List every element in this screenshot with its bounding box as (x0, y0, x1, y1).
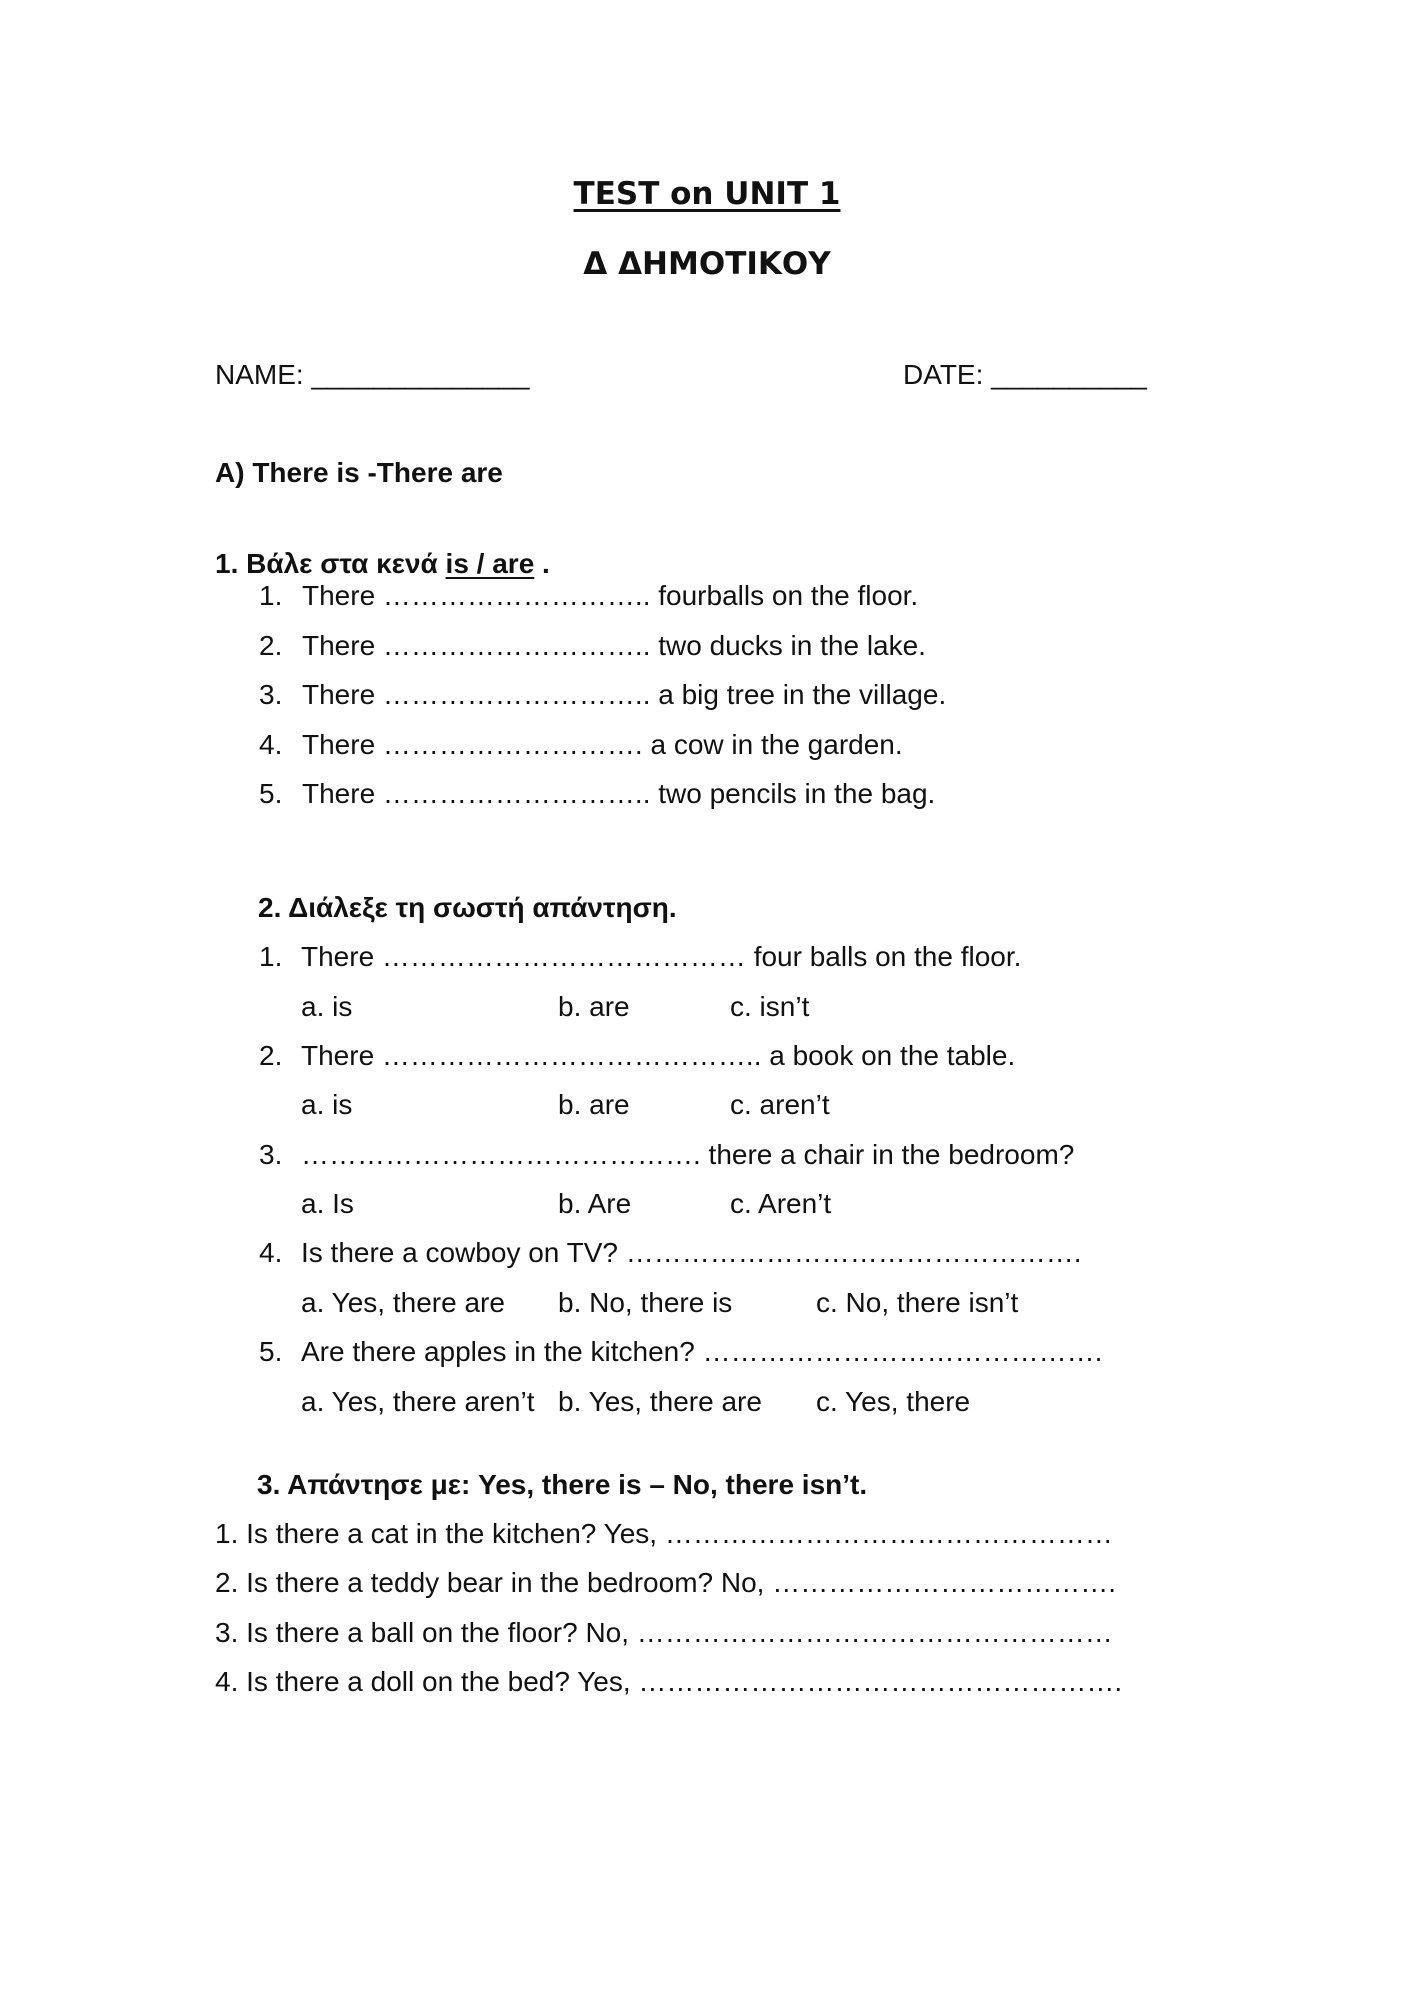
ex1-item-text: There ……………………….. two ducks in the lake. (302, 630, 926, 661)
ex1-item-text: There ……………………….. two pencils in the bag. (302, 778, 936, 809)
ex3-item: 4. Is there a doll on the bed? Yes, ……………………………………………. (215, 1666, 1123, 1697)
ex2-option-c: c. isn’t (730, 991, 810, 1022)
instruction-text: 1. Βάλε στα κενά (215, 548, 446, 579)
page-subtitle: Δ ΔΗΜΟΤΙΚΟΥ (583, 246, 831, 282)
ex2-option-b: b. are (558, 1089, 630, 1120)
ex1-item-text: There ………………………. a cow in the garden. (302, 729, 903, 760)
ex3-item: 3. Is there a ball on the floor? No, …………………………………………… (215, 1617, 1113, 1648)
ex1-item-num: 4. (259, 729, 283, 760)
ex2-option-c: c. Yes, there (816, 1386, 971, 1417)
ex1-item-text: There ……………………….. fourballs on the floor. (302, 580, 919, 611)
exercise-2-instruction: 2. Διάλεξε τη σωστή απάντηση. (258, 892, 677, 923)
ex2-option-c: c. No, there isn’t (816, 1287, 1019, 1318)
date-field: DATE: __________ (903, 359, 1147, 390)
ex2-item-text: ……………………………………. there a chair in the bedroom? (301, 1139, 1075, 1170)
ex3-item: 2. Is there a teddy bear in the bedroom? No, ………………………………. (215, 1567, 1117, 1598)
ex2-item-text: There ………………………………….. a book on the table. (301, 1040, 1016, 1071)
name-field: NAME: ______________ (215, 359, 530, 390)
ex2-item-num: 1. (259, 941, 283, 972)
ex2-option-b: b. Yes, there are (558, 1386, 762, 1417)
ex2-option-b: b. are (558, 991, 630, 1022)
ex1-item-num: 1. (259, 580, 283, 611)
ex2-option-b: b. Are (558, 1188, 632, 1219)
ex2-option-a: a. Yes, there aren’t (301, 1386, 535, 1417)
instruction-suffix: . (534, 548, 550, 579)
exercise-3-instruction: 3. Απάντησε με: Yes, there is – No, there isn’t. (257, 1469, 868, 1500)
ex2-item-num: 2. (259, 1040, 283, 1071)
ex2-option-c: c. aren’t (730, 1089, 830, 1120)
ex2-item-text: There ………………………………… four balls on the floor. (301, 941, 1022, 972)
ex1-item-num: 2. (259, 630, 283, 661)
ex1-item-num: 3. (259, 679, 283, 710)
ex3-item: 1. Is there a cat in the kitchen? Yes, ………………………………………… (215, 1518, 1113, 1549)
ex2-option-a: a. is (301, 1089, 353, 1120)
ex2-option-a: a. Is (301, 1188, 354, 1219)
instruction-keyword: is / are (445, 548, 535, 579)
ex1-item-num: 5. (259, 778, 283, 809)
ex2-item-num: 3. (259, 1139, 283, 1170)
ex2-option-a: a. Yes, there are (301, 1287, 505, 1318)
ex2-option-c: c. Aren’t (730, 1188, 832, 1219)
exercise-1-instruction (215, 547, 550, 581)
page-title: TEST on UNIT 1 (573, 176, 841, 212)
ex2-item-text: Are there apples in the kitchen? ……………………………………. (301, 1336, 1103, 1367)
ex2-option-a: a. is (301, 991, 353, 1022)
ex2-item-num: 5. (259, 1336, 283, 1367)
ex2-item-text: Is there a cowboy on TV? …………………………………………. (301, 1237, 1082, 1268)
ex2-option-b: b. No, there is (558, 1287, 733, 1318)
ex2-item-num: 4. (259, 1237, 283, 1268)
section-a-heading: A) There is -There are (215, 457, 503, 488)
ex1-item-text: There ……………………….. a big tree in the village. (302, 679, 947, 710)
